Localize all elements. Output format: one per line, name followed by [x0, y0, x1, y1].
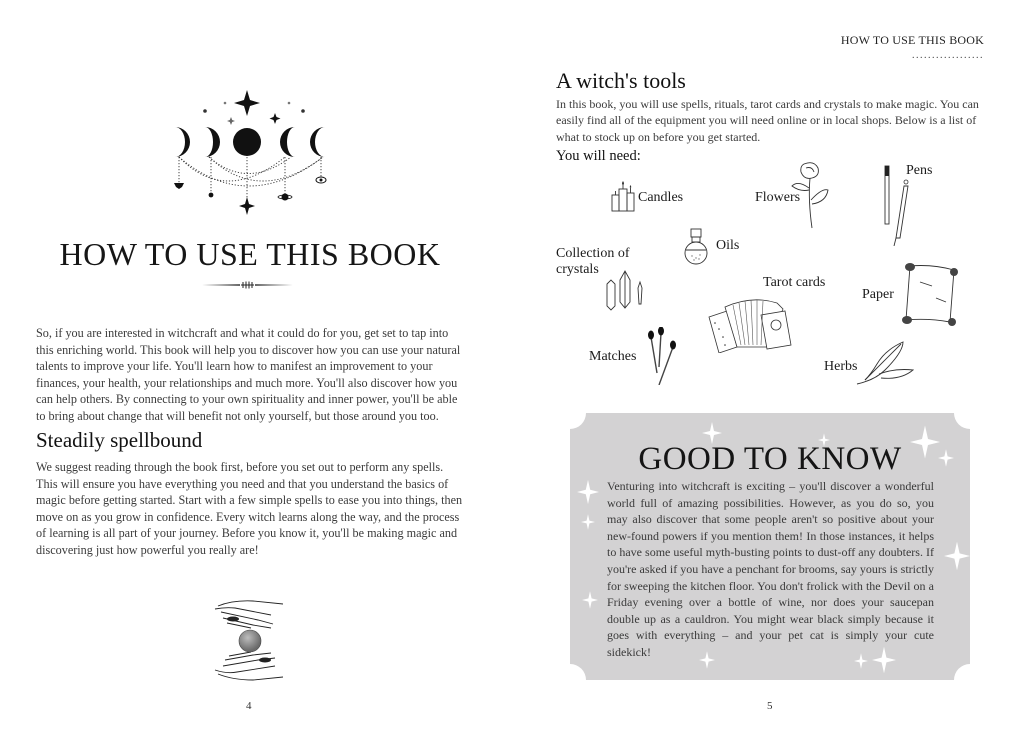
good-to-know-title: GOOD TO KNOW: [638, 441, 902, 477]
page-number: 4: [246, 700, 252, 712]
steadily-spellbound-paragraph: We suggest reading through the book first, before you set out to perform any spells. This will ensure you have everything you need and that you understand the basics of magic before getting started. Start with a few simple spells to ease you into things, then move on as you grow in confidence. Every witch learns along the way, and the process of learning is all part of your journey. Before you know it, you'll be making magic and discovering just how powerful you really are!: [36, 460, 463, 557]
section-heading-steadily-spellbound: Steadily spellbound: [36, 428, 203, 452]
oil-bottle-icon: [682, 228, 710, 266]
right-page: [510, 0, 1020, 729]
chapter-title: HOW TO USE THIS BOOK: [59, 236, 441, 272]
intro-paragraph: So, if you are interested in witchcraft and what it could do for you, get set to tap into this enriching world. This book will help you to discover how you can use your natural talents to improve your life. You'll learn how to manifest an improvement to your finances, your health, your relationships and much more. You'll also discover how you can help others. By connecting to your own spirituality and inner power, you'll be able to bring about change that will benefit not only yourself, but those around you too.: [36, 326, 461, 423]
sparkle-icon: [581, 514, 595, 530]
sparkle-icon: [944, 541, 970, 571]
tool-label-crystals-line1: Collection of: [556, 246, 630, 261]
candles-icon: [610, 181, 636, 213]
tool-label-flowers: Flowers: [755, 190, 801, 205]
moon-phases-icon: [165, 85, 335, 215]
tarot-cards-icon: [707, 295, 795, 353]
page-number: 5: [767, 700, 773, 712]
tool-label-paper: Paper: [862, 287, 894, 302]
tool-label-tarot-cards: Tarot cards: [763, 275, 826, 290]
witchs-tools-paragraph: In this book, you will use spells, rituals, tarot cards and crystals to make magic. You can easily find all of the equipment you will need online or in local shops. Below is a list of what to stock up on before you get started.: [556, 97, 979, 144]
sparkle-icon: [582, 591, 598, 609]
good-to-know-box: [570, 413, 970, 680]
tool-label-crystals-line2: crystals: [556, 262, 599, 277]
matches-icon: [647, 327, 679, 385]
running-header-dots: ..................: [912, 50, 984, 61]
tool-label-matches: Matches: [589, 349, 637, 364]
tool-label-candles: Candles: [638, 190, 684, 205]
tool-label-pens: Pens: [906, 163, 933, 178]
tool-label-oils: Oils: [716, 238, 740, 253]
tool-label-herbs: Herbs: [824, 359, 858, 374]
you-will-need-label: You will need:: [556, 148, 641, 164]
herb-leaf-icon: [855, 340, 915, 386]
ornamental-divider-icon: [200, 281, 295, 289]
running-header: HOW TO USE THIS BOOK: [840, 33, 984, 47]
hands-crystal-ball-icon: [213, 598, 288, 684]
paper-scroll-icon: [902, 262, 960, 328]
sparkle-icon: [577, 479, 599, 505]
crystals-icon: [605, 270, 647, 312]
flower-icon: [786, 160, 836, 230]
section-heading-witchs-tools: A witch's tools: [556, 68, 686, 93]
good-to-know-paragraph: Venturing into witchcraft is exciting – you'll discover a wonderful world full of amazing possibilities. However, as you do so, you may also discover that some people aren't so positive about your new-found powers if you mention them! In those instances, it helps to have some useful myth-busting points to dust-off any doubters. If you're asked if you have a penchant for brooms, say yours is strictly for sweeping the kitchen floor. You don't frolick with the Devil on a Friday evening over a bottle of wine, nor does your saucepan double up as a cauldron. You might wear black simply because it goes with everything – and your pet cat is simply your cute sidekick!: [607, 479, 934, 659]
